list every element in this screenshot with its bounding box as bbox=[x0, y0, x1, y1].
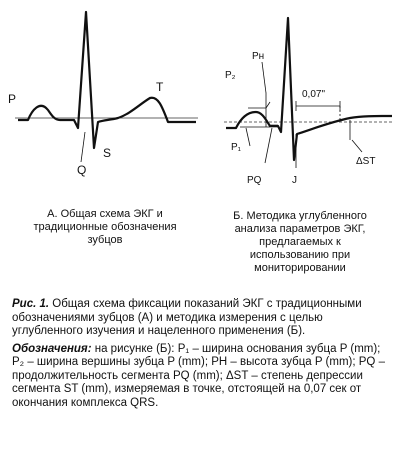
panel-b-ecg bbox=[224, 18, 392, 186]
panel-a-waveform bbox=[18, 12, 196, 148]
p1-pointer bbox=[246, 128, 250, 146]
dst-pointer bbox=[352, 140, 362, 152]
ecg-figure bbox=[0, 0, 400, 210]
ph-pointer bbox=[262, 62, 266, 93]
figure-caption bbox=[12, 298, 392, 339]
panel-a-q-pointer bbox=[81, 132, 85, 162]
caption-b-line: Б. Методика углубленного bbox=[233, 210, 367, 222]
caption-panel-a bbox=[20, 208, 190, 247]
figure-description bbox=[12, 298, 392, 414]
panel-b-label-interval: 0,07" bbox=[302, 89, 326, 100]
p2-pointer bbox=[266, 102, 270, 108]
caption-a-line: традиционные обозначения bbox=[33, 221, 177, 233]
panel-a-ecg bbox=[8, 12, 198, 177]
panel-a-label-q: Q bbox=[77, 163, 87, 177]
legend bbox=[12, 343, 392, 411]
panel-b-label-dst: ΔST bbox=[356, 156, 376, 167]
ecg-figure-svg bbox=[0, 0, 400, 210]
legend-label: Обозначения: bbox=[12, 342, 92, 355]
panel-b-label-j: J bbox=[292, 175, 297, 186]
caption-panel-b bbox=[210, 210, 390, 275]
caption-b-line: предлагаемых к bbox=[259, 236, 341, 248]
caption-a-line: зубцов bbox=[87, 234, 123, 246]
panel-a-label-p: P bbox=[8, 92, 17, 106]
caption-a-line: А. Общая схема ЭКГ и bbox=[47, 208, 163, 220]
pq-pointer bbox=[265, 128, 272, 163]
figure-caption-label: Рис. 1. bbox=[12, 298, 50, 310]
caption-b-line: анализа параметров ЭКГ, bbox=[234, 223, 366, 235]
panel-b-label-pq: PQ bbox=[247, 175, 262, 186]
caption-b-line: мониторировании bbox=[254, 262, 346, 274]
caption-b-line: использованию при bbox=[249, 249, 351, 261]
panel-a-label-s: S bbox=[103, 146, 112, 160]
legend-text: на рисунке (Б): P₁ – ширина основания зубца P (mm); P₂ – ширина вершины зубца P (mm); PH – высота зубца P (mm); PQ – продолжительность сегмента PQ (mm); ΔST – степень депрессии сегмента ST (mm), измеряемая в точке, отстоящей на 0,07 сек от окончания комплекса QRS. bbox=[12, 342, 385, 409]
panel-b-label-p1: P₁ bbox=[231, 142, 242, 153]
figure-caption-text: Общая схема фиксации показаний ЭКГ с традиционными обозначениями зубцов (А) и методика измерения с целью углубленного изучения и нацеленного применения (Б). bbox=[12, 298, 362, 337]
panel-b-label-ph: Pн bbox=[252, 51, 265, 62]
panel-a-label-t: T bbox=[156, 80, 164, 94]
panel-b-label-p2: P₂ bbox=[225, 70, 236, 81]
